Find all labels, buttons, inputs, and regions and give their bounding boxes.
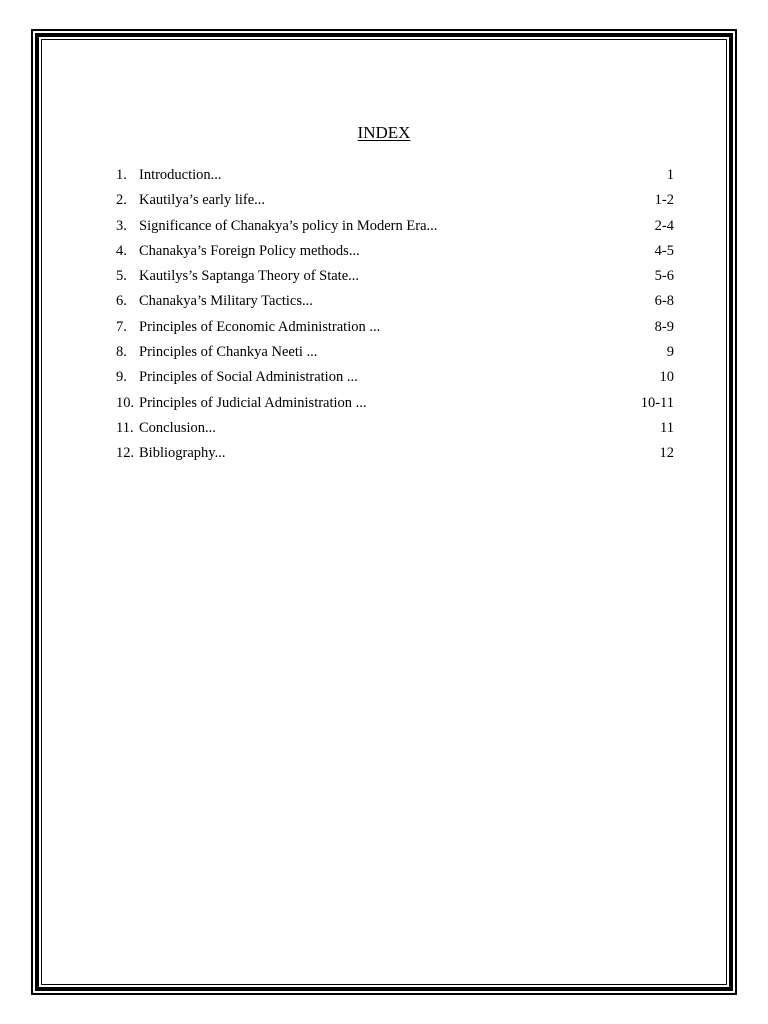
toc-entry-number: 4. [116,242,127,259]
toc-entry-page: 6-8 [654,293,674,310]
toc-entry-title: Conclusion... [139,419,216,436]
toc-entry-title: Principles of Judicial Administration ... [139,394,367,411]
toc-entry-number: 3. [116,217,127,234]
toc-entry-number: 6. [116,293,127,310]
toc-entry-page: 10-11 [640,394,674,411]
toc-entry-page: 10 [659,369,674,386]
toc-entry-page: 2-4 [654,217,674,234]
toc-entry-number: 9. [116,369,127,386]
toc-entry [116,443,676,468]
toc-entry [116,266,676,291]
toc-entry-number: 11. [116,419,134,436]
toc-entry [116,342,676,367]
toc-entry [116,216,676,241]
toc-entry [116,317,676,342]
toc-entry-page: 4-5 [654,242,674,259]
toc-entry-number: 2. [116,192,127,209]
toc-entry-title: Significance of Chanakya’s policy in Modern Era... [139,217,438,234]
toc-entry-number: 5. [116,268,127,285]
toc-entry [116,165,676,190]
toc-entry-page: 5-6 [654,268,674,285]
toc-entry-number: 8. [116,344,127,361]
toc-entry-title: Introduction... [139,167,222,183]
toc-entry-number: 10. [116,394,135,411]
toc-entry-page: 1 [666,167,674,183]
toc-entry-number: 7. [116,318,127,335]
table-of-contents [116,165,676,469]
toc-entry [116,291,676,316]
toc-entry-page: 8-9 [654,318,674,335]
toc-entry-page: 9 [666,344,674,361]
toc-entry-page: 1-2 [654,192,674,209]
toc-entry-title: Principles of Economic Administration ... [139,318,381,335]
toc-entry-title: Principles of Chankya Neeti ... [139,344,318,361]
toc-entry [116,241,676,266]
toc-entry-title: Chanakya’s Military Tactics... [139,293,313,310]
index-title: INDEX [357,123,411,142]
toc-entry-title: Kautilya’s early life... [139,192,266,209]
toc-entry [116,367,676,392]
toc-entry-title: Principles of Social Administration ... [139,369,358,386]
toc-entry-number: 1. [116,167,127,183]
toc-entry-number: 12. [116,445,135,462]
toc-entry-page: 11 [660,419,674,436]
toc-entry [116,418,676,443]
toc-entry [116,393,676,418]
toc-entry [116,190,676,215]
toc-entry-title: Chanakya’s Foreign Policy methods... [139,242,360,259]
toc-entry-title: Bibliography... [139,445,226,462]
toc-entry-title: Kautilys’s Saptanga Theory of State... [139,268,360,285]
toc-entry-page: 12 [659,445,674,462]
